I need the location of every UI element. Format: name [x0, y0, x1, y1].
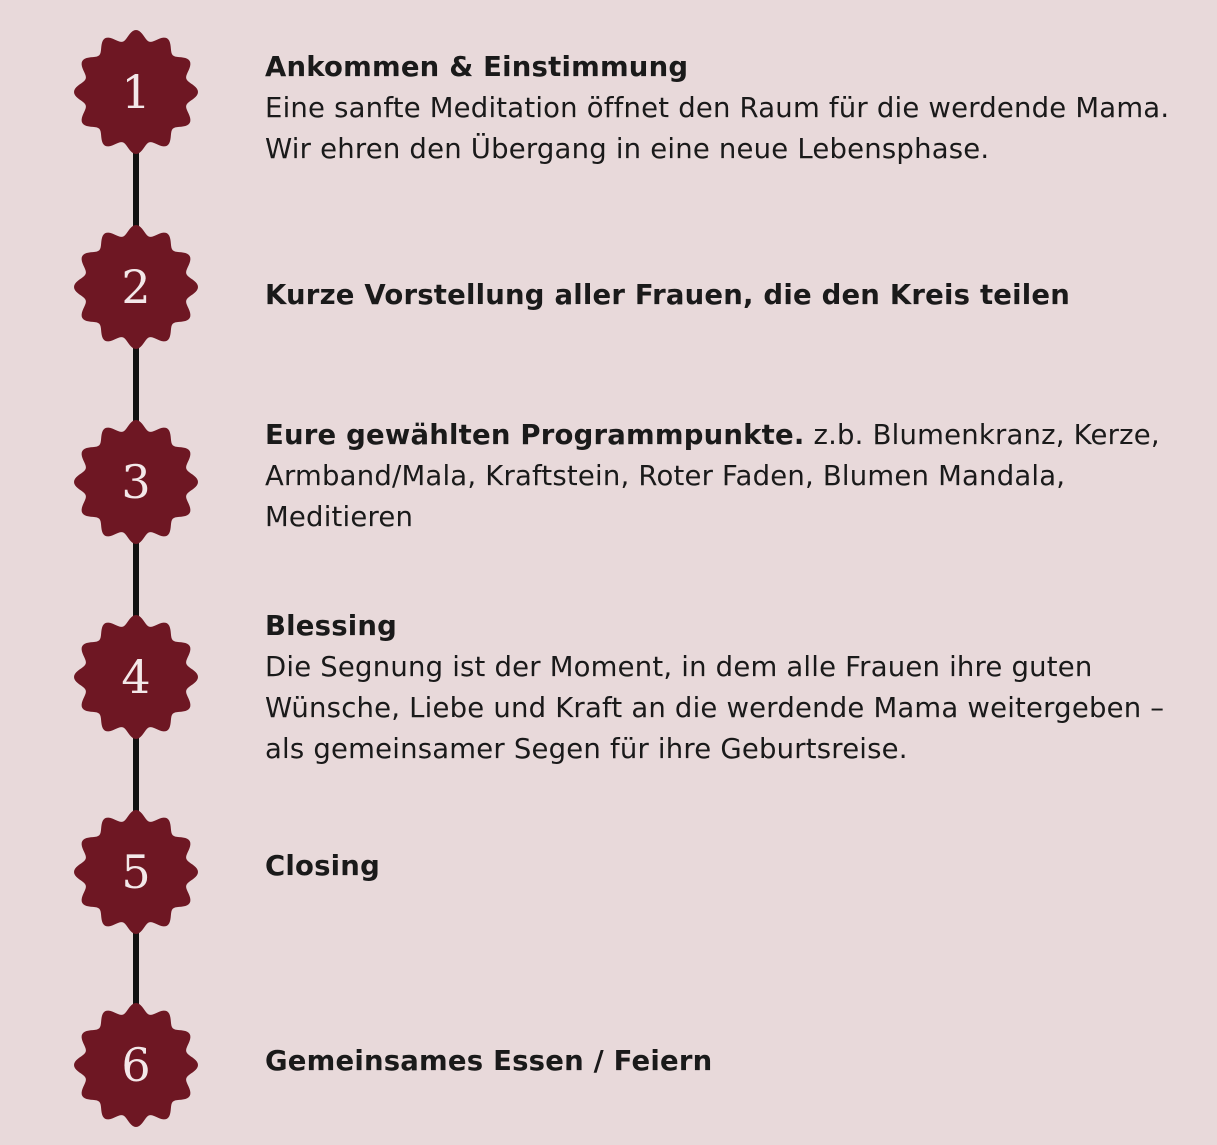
step-text-5: [265, 846, 1195, 887]
step-badge-6: [71, 1000, 201, 1130]
step-number-3: 3: [121, 455, 151, 509]
step-badge-2: [71, 222, 201, 352]
step-number-4: 4: [121, 650, 151, 704]
step-badge-1: [71, 27, 201, 157]
step-text-6: [265, 1041, 1195, 1082]
step-text-3: [265, 415, 1195, 538]
step-text-1: [265, 47, 1195, 170]
step-badge-5: [71, 807, 201, 937]
step-badge-4: [71, 612, 201, 742]
step-title-4: Blessing: [265, 610, 398, 642]
step-text-4: [265, 606, 1195, 770]
step-title-6: Gemeinsames Essen / Feiern: [265, 1045, 713, 1077]
step-number-6: 6: [121, 1038, 151, 1092]
step-title-1: Ankommen & Einstimmung: [265, 51, 689, 83]
step-badge-3: [71, 417, 201, 547]
step-number-1: 1: [121, 65, 151, 119]
step-text-2: [265, 275, 1195, 316]
step-number-5: 5: [121, 845, 151, 899]
step-title-3: Eure gewählten Programmpunkte.: [265, 419, 805, 451]
step-body-3: z.b. Blumenkranz, Kerze, Armband/Mala, Kraftstein, Roter Faden, Blumen Mandala, Meditieren: [265, 419, 1160, 533]
step-number-2: 2: [121, 260, 151, 314]
step-title-2: Kurze Vorstellung aller Frauen, die den Kreis teilen: [265, 279, 1071, 311]
step-body-1: Eine sanfte Meditation öffnet den Raum für die werdende Mama. Wir ehren den Übergang in eine neue Lebensphase.: [265, 92, 1170, 165]
step-body-4: Die Segnung ist der Moment, in dem alle Frauen ihre guten Wünsche, Liebe und Kraft an die werdende Mama weitergeben – als gemeinsamer Segen für ihre Geburtsreise.: [265, 651, 1165, 765]
step-title-5: Closing: [265, 850, 380, 882]
